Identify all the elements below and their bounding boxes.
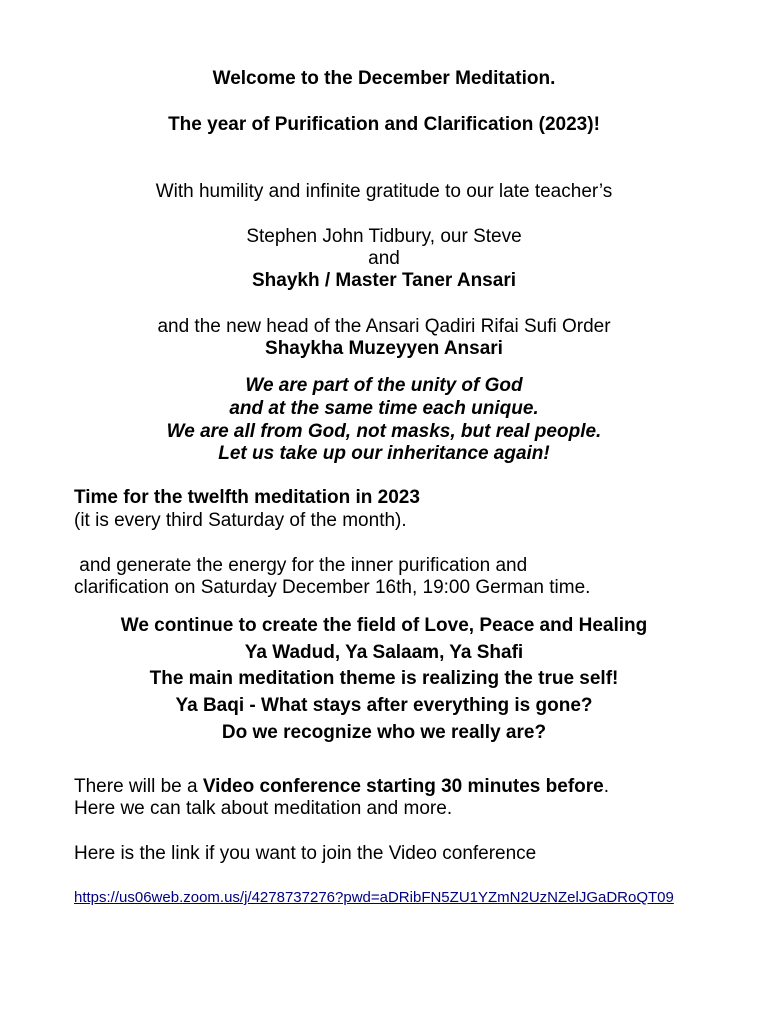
verse-line: We are all from God, not masks, but real people. <box>166 421 602 442</box>
schedule-title: Time for the twelfth meditation in 2023 <box>74 487 420 508</box>
theme-line: The main meditation theme is realizing the true self! <box>149 668 619 689</box>
theme-line: Ya Wadud, Ya Salaam, Ya Shafi <box>244 642 524 663</box>
zoom-link[interactable]: https://us06web.zoom.us/j/4278737276?pwd=aDRibFN5ZU1YZmN2UzNZelJGaDRoQT09 <box>74 889 674 906</box>
schedule-note: (it is every third Saturday of the month). <box>74 510 407 531</box>
zoom-link-line <box>74 886 764 909</box>
year-heading: The year of Purification and Clarification (2023)! <box>168 114 600 135</box>
theme-line: Do we recognize who we really are? <box>221 722 547 743</box>
conference-bold: Video conference starting 30 minutes before <box>202 776 604 797</box>
verse-line: Let us take up our inheritance again! <box>218 443 550 464</box>
and-text: and <box>368 248 400 269</box>
link-intro: Here is the link if you want to join the Video conference <box>74 843 537 864</box>
conference-announcement <box>74 776 764 798</box>
conference-prefix: There will be a <box>74 776 203 797</box>
schedule-line: clarification on Saturday December 16th, 19:00 German time. <box>74 577 591 598</box>
verse-line: and at the same time each unique. <box>229 398 539 419</box>
conference-suffix: . <box>603 776 609 797</box>
welcome-heading: Welcome to the December Meditation. <box>212 68 556 89</box>
conference-talk: Here we can talk about meditation and more. <box>74 798 453 819</box>
verse-line: We are part of the unity of God <box>245 375 523 396</box>
teacher-name-taner: Shaykh / Master Taner Ansari <box>252 270 516 291</box>
theme-line: We continue to create the field of Love, Peace and Healing <box>120 615 648 636</box>
gratitude-text: With humility and infinite gratitude to our late teacher’s <box>155 181 613 202</box>
schedule-line: and generate the energy for the inner purification and <box>74 555 528 576</box>
new-head-intro: and the new head of the Ansari Qadiri Rifai Sufi Order <box>157 316 611 337</box>
theme-line: Ya Baqi - What stays after everything is gone? <box>175 695 593 716</box>
new-head-name: Shaykha Muzeyyen Ansari <box>265 338 503 359</box>
teacher-name-steve: Stephen John Tidbury, our Steve <box>246 226 522 247</box>
